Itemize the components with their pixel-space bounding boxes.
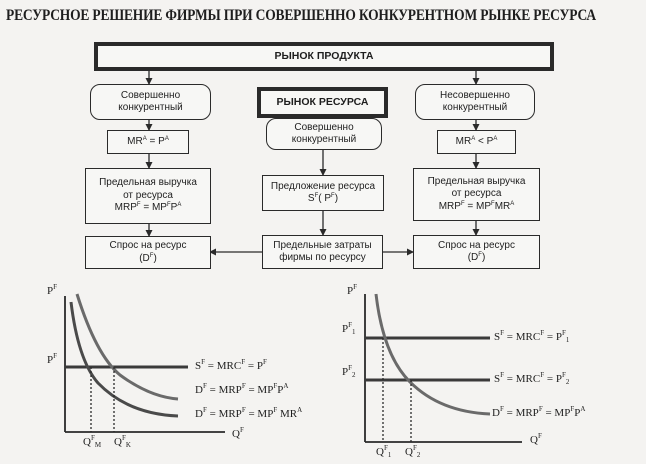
right-chart-x-tick-q2: $Q^F_2$	[405, 444, 421, 459]
left-chart-x-tick-qm: $Q^F_M$	[83, 434, 102, 449]
page-title: РЕСУРСНОЕ РЕШЕНИЕ ФИРМЫ ПРИ СОВЕРШЕННО КОНКУРЕНТНОМ РЫНКЕ РЕСУРСА	[6, 7, 596, 24]
left-chart-x-tick-qk: $Q^F_K$	[114, 434, 131, 449]
left-chart-supply-label: $S^F = MRC^F = P^F$	[195, 358, 267, 372]
left-demand-formula: $(D^F)$	[139, 252, 157, 264]
center-market-type-line1: Совершенно	[294, 121, 354, 133]
left-mrp-line1: Предельная выручка	[99, 177, 197, 189]
left-chart-y-axis-label: $P^F$	[47, 283, 58, 297]
left-market-type-box	[90, 84, 211, 120]
product-market-box	[94, 42, 554, 71]
left-chart-y-tick-label: $P^F$	[47, 352, 58, 366]
center-cost-line1: Предельные затраты	[273, 239, 372, 251]
right-market-type-line2: конкурентный	[442, 102, 508, 113]
left-mr-box	[107, 130, 189, 154]
left-mrp-box	[85, 168, 211, 224]
right-demand-box	[413, 235, 540, 269]
left-mrp-line2: от ресурса	[123, 189, 173, 201]
right-demand-formula: $(D^F)$	[467, 252, 486, 263]
right-chart-supply1-label: $S^F = MRC^F = P^F_1$	[494, 329, 570, 344]
right-mr-box	[437, 130, 516, 154]
left-chart-demand-competitive-label: $D^F = MRP^F = MP^FP^A$	[195, 382, 289, 396]
right-chart	[365, 294, 522, 442]
center-cost-line2: фирмы по ресурсу	[279, 252, 366, 263]
right-demand-line1: Спрос на ресурс	[438, 239, 515, 251]
left-market-type-line1: Совершенно	[120, 89, 181, 101]
center-market-type-line2: конкурентный	[291, 134, 357, 145]
right-mr-formula: $MR^A < P^A$	[455, 135, 498, 147]
center-supply-line1: Предложение ресурса	[270, 180, 376, 192]
right-chart-y-tick-p2: $P^F_2$	[342, 364, 356, 379]
product-market-label: РЫНОК ПРОДУКТА	[274, 50, 374, 63]
center-market-type-box	[266, 118, 382, 150]
left-mr-formula: $MR^A = P^A$	[127, 135, 169, 147]
left-chart-x-axis-label: $Q^F$	[232, 426, 244, 440]
right-market-type-line1: Несовершенно	[440, 89, 510, 101]
right-chart-supply2-label: $S^F = MRC^F = P^F_2$	[494, 371, 570, 386]
right-mrp-line1: Предельная выручка	[427, 175, 526, 187]
left-mrp-formula: $MRP^F = MP^FP^A$	[114, 202, 182, 214]
right-chart-y-tick-p1: $P^F_1$	[342, 321, 356, 336]
right-chart-x-axis-label: $Q^F$	[530, 432, 542, 446]
center-supply-box	[262, 175, 384, 211]
right-mrp-formula: $MRP^F = MP^FMR^A$	[438, 200, 515, 212]
resource-market-box	[257, 87, 388, 118]
resource-market-label: РЫНОК РЕСУРСА	[276, 96, 369, 109]
left-market-type-line2: конкурентный	[118, 102, 183, 113]
right-market-type-box	[415, 84, 535, 120]
right-chart-demand-label: $D^F = MRP^F = MP^FP^A$	[492, 405, 586, 419]
left-chart-demand-monopoly-label: $D^F = MRP^F = MP^F$ $MR^A$	[195, 406, 303, 420]
center-cost-box	[262, 235, 383, 269]
left-demand-line1: Спрос на ресурс	[109, 240, 187, 251]
right-chart-x-tick-q1: $Q^F_1$	[376, 444, 392, 459]
right-chart-y-axis-label: $P^F$	[347, 283, 358, 297]
center-supply-formula: $S^F$( $P^F$)	[307, 193, 339, 204]
right-mrp-box	[413, 168, 540, 221]
right-mrp-line2: от ресурса	[451, 188, 502, 200]
left-demand-box	[85, 236, 211, 269]
